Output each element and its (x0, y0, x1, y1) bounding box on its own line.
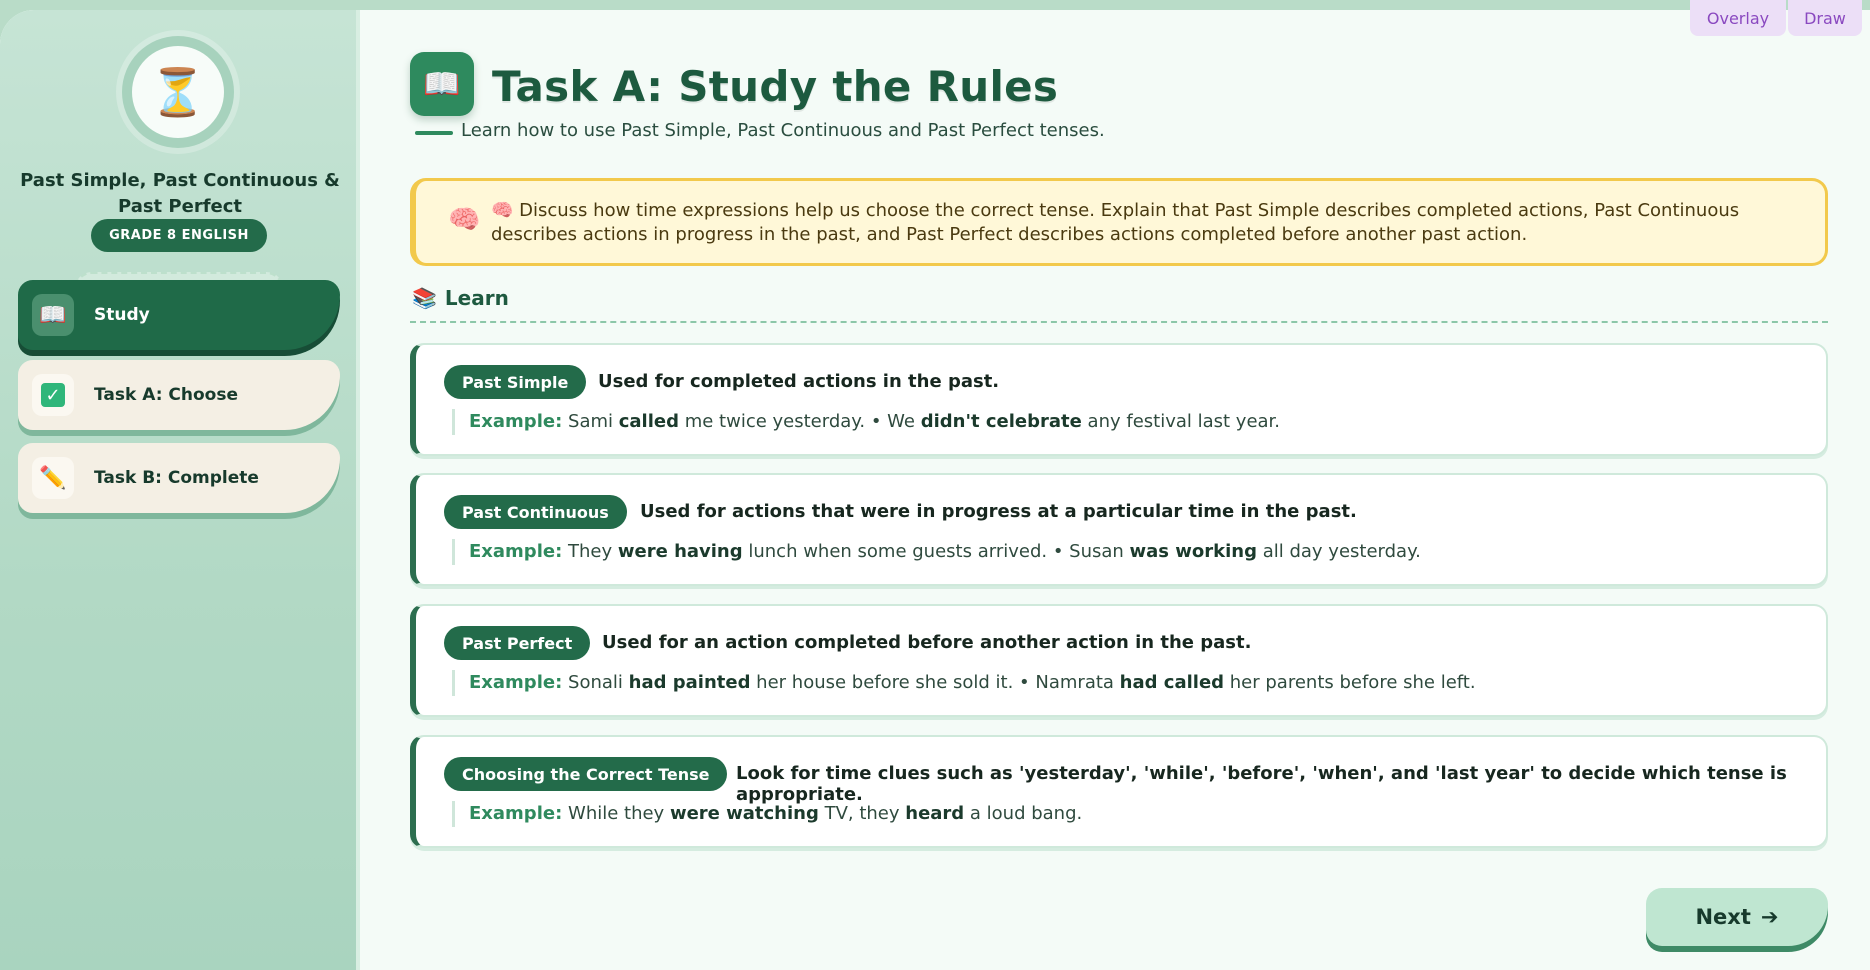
sidebar-item-label: Task B: Complete (94, 468, 259, 488)
example-verb: didn't celebrate (920, 411, 1082, 432)
arrow-right-icon: ➔ (1760, 905, 1779, 929)
books-icon: 📚 (412, 286, 437, 310)
example-text: Sonali (568, 672, 629, 693)
example-verb: had painted (628, 672, 751, 693)
app-frame (0, 10, 1870, 970)
rule-tag: Choosing the Correct Tense (444, 757, 727, 791)
rule-tag: Past Continuous (444, 495, 627, 529)
sidebar-item-label: Study (94, 305, 150, 325)
example-text: me twice yesterday. • We (678, 411, 921, 432)
example-label: Example: (469, 672, 563, 693)
logo (122, 36, 234, 148)
callout-text: 🧠 Discuss how time expressions help us choose the correct tense. Explain that Past Simple describes completed actions, Past Continuous describes actions in progress in the past, and Past Perfect describes actions completed before another past action. (491, 200, 1740, 245)
example-text: her house before she sold it. • Namrata (750, 672, 1120, 693)
next-label: Next (1695, 905, 1751, 929)
sidebar-item-task-b[interactable] (18, 443, 340, 513)
book-icon: 📖 (32, 294, 74, 336)
hourglass-icon: ⏳ (132, 46, 224, 138)
lesson-title: Past Simple, Past Continuous & Past Perfect (20, 170, 340, 217)
learn-divider (410, 321, 1828, 323)
rule-description: Look for time clues such as 'yesterday', 'while', 'before', 'when', and 'last year' to decide which tense is appropriate. (736, 763, 1787, 805)
next-button[interactable] (1646, 888, 1828, 946)
sidebar-item-study[interactable] (18, 280, 340, 350)
example-text: TV, they (818, 803, 906, 824)
pencil-icon: ✏️ (32, 457, 74, 499)
rule-description: Used for an action completed before another action in the past. (602, 632, 1252, 653)
rule-example (452, 670, 1476, 696)
example-label: Example: (469, 803, 563, 824)
grade-badge: GRADE 8 ENGLISH (91, 219, 267, 252)
example-label: Example: (469, 541, 563, 562)
rule-description: Used for completed actions in the past. (598, 371, 1000, 392)
rule-description: Used for actions that were in progress at a particular time in the past. (640, 501, 1357, 522)
rule-tag: Past Simple (444, 365, 586, 399)
example-verb: were watching (669, 803, 819, 824)
rule-example (452, 801, 1082, 827)
page-subtitle: Learn how to use Past Simple, Past Continuous and Past Perfect tenses. (461, 120, 1105, 141)
rule-card (410, 473, 1828, 586)
learn-heading (412, 286, 509, 310)
rule-example (452, 539, 1421, 565)
sidebar-item-task-a[interactable] (18, 360, 340, 430)
rule-tag: Past Perfect (444, 626, 590, 660)
example-text: While they (568, 803, 670, 824)
example-verb: were having (617, 541, 743, 562)
example-verb: heard (905, 803, 965, 824)
learn-heading-label: Learn (444, 286, 509, 310)
example-verb: had called (1119, 672, 1225, 693)
example-text: her parents before she left. (1224, 672, 1476, 693)
example-verb: was working (1129, 541, 1257, 562)
subtitle-divider (415, 131, 453, 135)
example-text: Sami (568, 411, 619, 432)
example-text: any festival last year. (1081, 411, 1281, 432)
example-text: a loud bang. (964, 803, 1083, 824)
rule-card (410, 735, 1828, 848)
draw-button[interactable]: Draw (1788, 0, 1862, 36)
checkbox-icon: ✓ (32, 374, 74, 416)
brain-icon: 🧠 (448, 205, 481, 235)
example-label: Example: (469, 411, 563, 432)
rule-example (452, 409, 1280, 435)
teacher-note-callout (410, 178, 1828, 266)
example-text: all day yesterday. (1257, 541, 1421, 562)
sidebar-item-label: Task A: Choose (94, 385, 238, 405)
example-text: They (568, 541, 618, 562)
overlay-button[interactable]: Overlay (1690, 0, 1786, 36)
sidebar (0, 10, 360, 970)
book-icon: 📖 (410, 52, 474, 116)
page-title: Task A: Study the Rules (492, 62, 1059, 111)
rule-card (410, 343, 1828, 456)
example-verb: called (618, 411, 679, 432)
example-text: lunch when some guests arrived. • Susan (742, 541, 1130, 562)
rule-card (410, 604, 1828, 717)
